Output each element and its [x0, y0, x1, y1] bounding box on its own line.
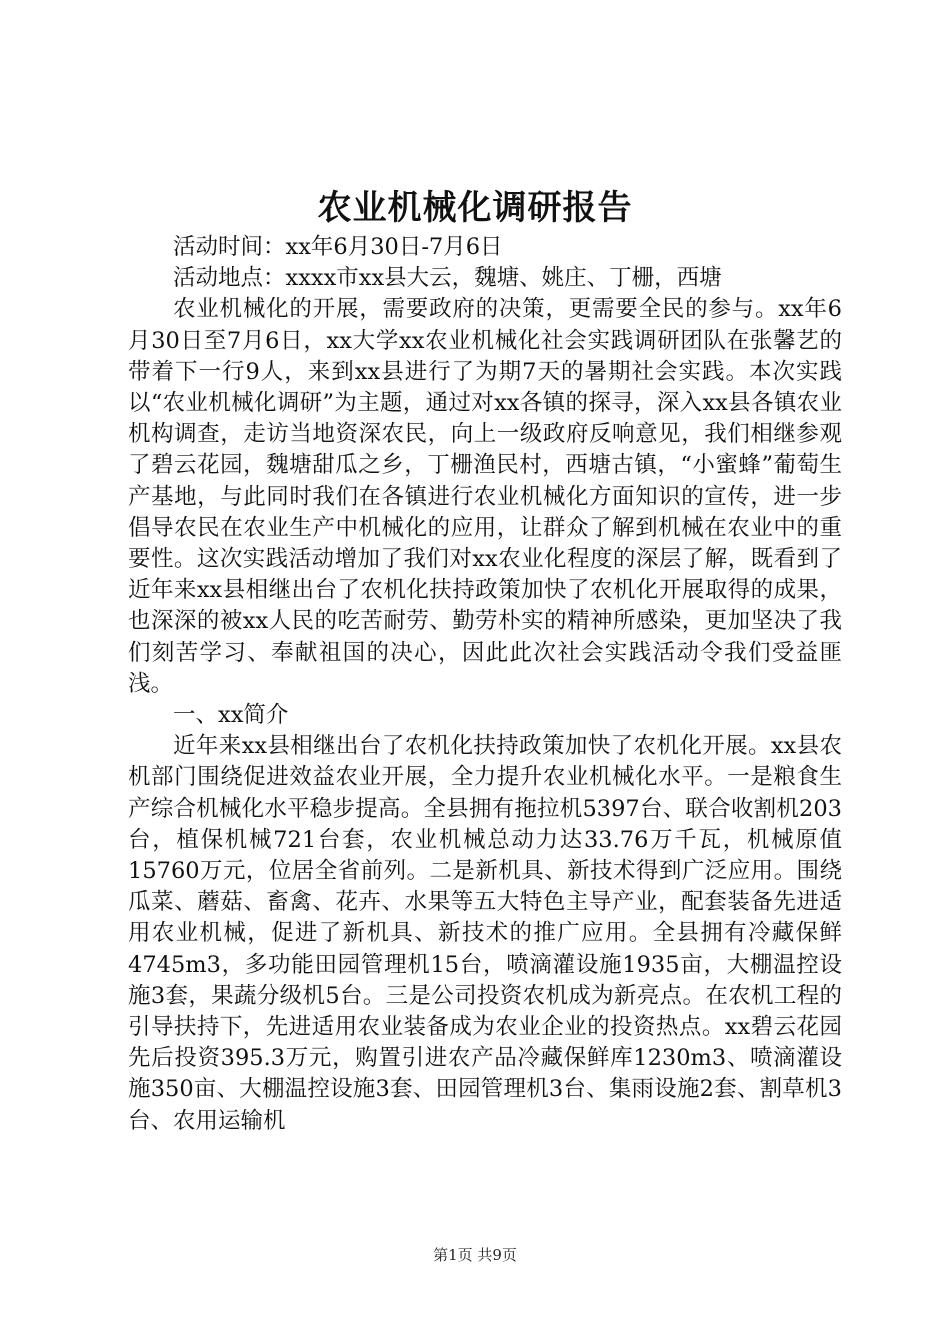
- section-overview-paragraph: 近年来xx县相继出台了农机化扶持政策加快了农机化开展。xx县农机部门围绕促进效益农业开展，全力提升农业机械化水平。一是粮食生产综合机械化水平稳步提高。全县拥有拖拉机5397台、联合收割机203台，植保机械721台套，农业机械总动力达33.76万千瓦，机械原值15760万元，位居全省前列。二是新机具、新技术得到广泛应用。围绕瓜菜、蘑菇、畜禽、花卉、水果等五大特色主导产业，配套装备先进适用农业机械，促进了新机具、新技术的推广应用。全县拥有冷藏保鲜4745m3，多功能田园管理机15台，喷滴灌设施1935亩，大棚温控设施3套，果蔬分级机5台。三是公司投资农机成为新亮点。在农机工程的引导扶持下，先进适用农业装备成为农业企业的投资热点。xx碧云花园先后投资395.3万元，购置引进农产品冷藏保鲜库1230m3、喷滴灌设施350亩、大棚温控设施3套、田园管理机3台、集雨设施2套、割草机3台、农用运输机: [128, 733, 842, 1134]
- activity-place: 活动地点：xxxx市xx县大云，魏塘、姚庄、丁栅，西塘: [173, 265, 722, 292]
- page-footer: 第1页 共9页: [433, 1246, 517, 1264]
- document-title: 农业机械化调研报告: [317, 188, 633, 228]
- activity-time: 活动时间：xx年6月30日-7月6日: [173, 234, 503, 260]
- section-heading-overview: 一、xx简介: [173, 702, 289, 729]
- intro-paragraph: 农业机械化的开展，需要政府的决策，更需要全民的参与。xx年6月30日至7月6日，xx大学xx农业机械化社会实践调研团队在张馨艺的带着下一行9人，来到xx县进行了为期7天的暑期社会实践。本次实践以“农业机械化调研”为主题，通过对xx各镇的探寻，深入xx县各镇农业机构调查，走访当地资深农民，向上一级政府反响意见，我们相继参观了碧云花园，魏塘甜瓜之乡，丁栅渔民村，西塘古镇，“小蜜蜂”葡萄生产基地，与此同时我们在各镇进行农业机械化方面知识的宣传，进一步倡导农民在农业生产中机械化的应用，让群众了解到机械在农业中的重要性。这次实践活动增加了我们对xx农业化程度的深层了解，既看到了近年来xx县相继出台了农机化扶持政策加快了农机化开展取得的成果，也深深的被xx人民的吃苦耐劳、勤劳朴实的精神所感染，更加坚决了我们刻苦学习、奉献祖国的决心，因此此次社会实践活动令我们受益匪浅。: [128, 296, 842, 697]
- document-body: [128, 232, 842, 1137]
